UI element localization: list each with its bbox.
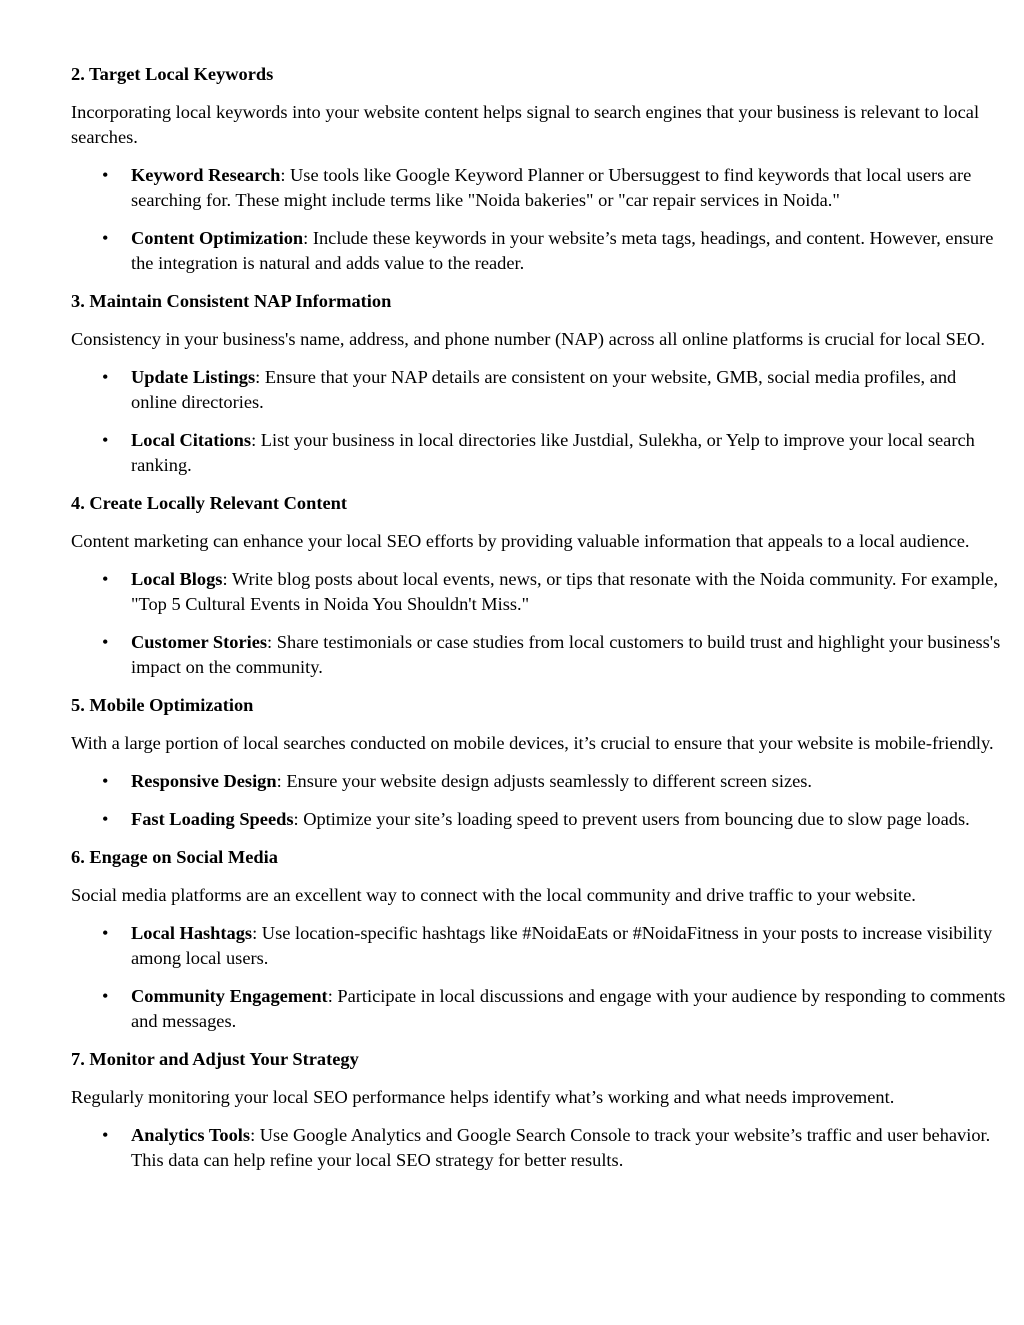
bullet-icon: •	[102, 771, 109, 791]
bullet-term: Analytics Tools	[131, 1125, 251, 1145]
section-intro: Consistency in your business's name, address, and phone number (NAP) across all online platforms is crucial for local SEO.	[71, 329, 985, 349]
section-heading: 3. Maintain Consistent NAP Information	[71, 291, 392, 311]
bullet-list	[71, 567, 1006, 680]
bullet-list	[71, 365, 1006, 478]
section-local-content	[71, 491, 1006, 680]
bullet-term: Customer Stories	[131, 632, 268, 652]
bullet-term: Responsive Design	[131, 771, 277, 791]
document-body	[71, 62, 1006, 1186]
bullet-list	[71, 1123, 1006, 1173]
bullet-term: Keyword Research	[131, 165, 281, 185]
bullet-text: : List your business in local directories like Justdial, Sulekha, or Yelp to improve your local search ranking.	[131, 430, 975, 475]
list-item	[71, 769, 1006, 794]
bullet-text: : Write blog posts about local events, news, or tips that resonate with the Noida community. For example, "Top 5 Cultural Events in Noida You Shouldn't Miss."	[131, 569, 999, 614]
bullet-term: Content Optimization	[131, 228, 304, 248]
bullet-text: : Use location-specific hashtags like #NoidaEats or #NoidaFitness in your posts to increase visibility among local users.	[131, 923, 993, 968]
bullet-icon: •	[102, 569, 109, 589]
section-intro: Content marketing can enhance your local SEO efforts by providing valuable information that appeals to a local audience.	[71, 531, 970, 551]
section-intro: Incorporating local keywords into your website content helps signal to search engines that your business is relevant to local searches.	[71, 102, 980, 147]
bullet-list	[71, 769, 1006, 832]
bullet-text: : Optimize your site’s loading speed to prevent users from bouncing due to slow page loads.	[293, 809, 970, 829]
list-item	[71, 921, 1006, 971]
list-item	[71, 163, 1006, 213]
section-intro: With a large portion of local searches conducted on mobile devices, it’s crucial to ensure that your website is mobile-friendly.	[71, 733, 994, 753]
list-item	[71, 984, 1006, 1034]
section-heading: 6. Engage on Social Media	[71, 847, 278, 867]
bullet-term: Update Listings	[131, 367, 256, 387]
bullet-icon: •	[102, 430, 109, 450]
list-item	[71, 365, 1006, 415]
bullet-text: : Use Google Analytics and Google Search Console to track your website’s traffic and user behavior. This data can help refine your local SEO strategy for better results.	[131, 1125, 991, 1170]
section-heading: 7. Monitor and Adjust Your Strategy	[71, 1049, 359, 1069]
bullet-list	[71, 921, 1006, 1034]
section-intro: Social media platforms are an excellent way to connect with the local community and drive traffic to your website.	[71, 885, 916, 905]
section-social-media	[71, 845, 1006, 1034]
list-item	[71, 1123, 1006, 1173]
bullet-text: : Ensure your website design adjusts seamlessly to different screen sizes.	[276, 771, 813, 791]
list-item	[71, 428, 1006, 478]
bullet-icon: •	[102, 632, 109, 652]
section-intro: Regularly monitoring your local SEO performance helps identify what’s working and what needs improvement.	[71, 1087, 895, 1107]
list-item	[71, 567, 1006, 617]
bullet-icon: •	[102, 986, 109, 1006]
bullet-text: : Use tools like Google Keyword Planner or Ubersuggest to find keywords that local users are searching for. These might include terms like "Noida bakeries" or "car repair services in Noida."	[131, 165, 972, 210]
bullet-icon: •	[102, 923, 109, 943]
bullet-icon: •	[102, 228, 109, 248]
bullet-text: : Include these keywords in your website’s meta tags, headings, and content. However, ensure the integration is natural and adds value to the reader.	[131, 228, 994, 273]
section-heading: 4. Create Locally Relevant Content	[71, 493, 347, 513]
bullet-text: : Ensure that your NAP details are consistent on your website, GMB, social media profiles, and online directories.	[131, 367, 957, 412]
section-monitor-strategy	[71, 1047, 1006, 1173]
section-target-local-keywords	[71, 62, 1006, 276]
bullet-term: Local Blogs	[131, 569, 223, 589]
bullet-icon: •	[102, 809, 109, 829]
section-heading: 2. Target Local Keywords	[71, 64, 274, 84]
bullet-text: : Share testimonials or case studies from local customers to build trust and highlight your business's impact on the community.	[131, 632, 1001, 677]
bullet-term: Local Hashtags	[131, 923, 253, 943]
list-item	[71, 226, 1006, 276]
bullet-term: Fast Loading Speeds	[131, 809, 294, 829]
bullet-text: : Participate in local discussions and engage with your audience by responding to comments and messages.	[131, 986, 1006, 1031]
bullet-icon: •	[102, 165, 109, 185]
section-mobile-optimization	[71, 693, 1006, 832]
bullet-icon: •	[102, 1125, 109, 1145]
bullet-term: Community Engagement	[131, 986, 328, 1006]
section-heading: 5. Mobile Optimization	[71, 695, 254, 715]
section-consistent-nap	[71, 289, 1006, 478]
bullet-icon: •	[102, 367, 109, 387]
list-item	[71, 630, 1006, 680]
bullet-term: Local Citations	[131, 430, 252, 450]
bullet-list	[71, 163, 1006, 276]
list-item	[71, 807, 1006, 832]
